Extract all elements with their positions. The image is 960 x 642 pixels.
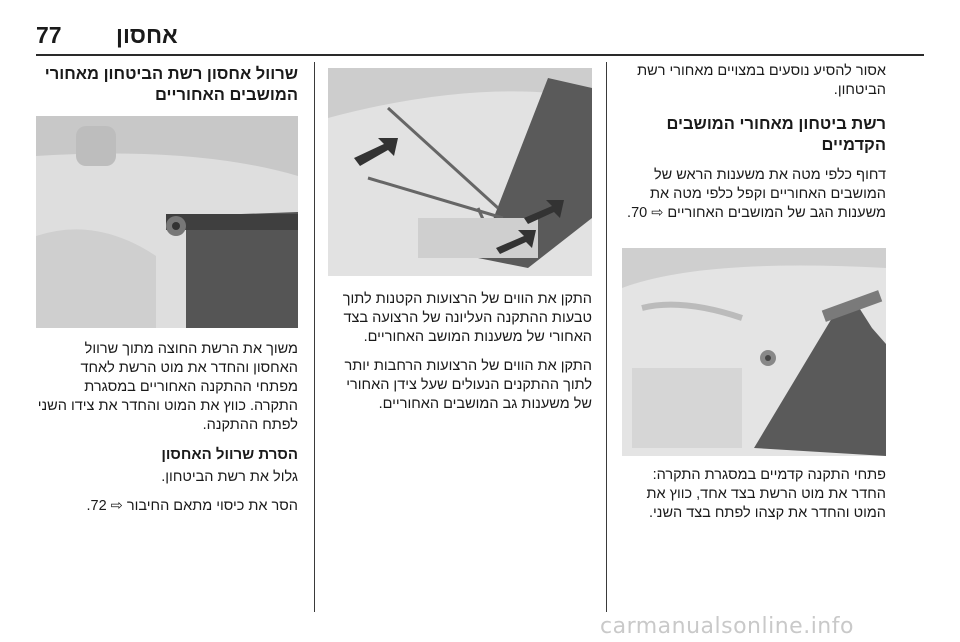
column-divider-right xyxy=(606,62,607,612)
rear-sleeve-heading: שרוול אחסון רשת הביטחון מאחורי המושבים האחוריים xyxy=(44,65,298,104)
column-divider-left xyxy=(314,62,315,612)
straps-para-1: התקן את הווים של הרצועות הקטנות לתוך טבעות ההתקנה העליונה של הרצועה בצד האחורי של משענות המושב האחוריים. xyxy=(342,291,592,345)
right-column xyxy=(620,62,886,233)
front-net-body: דחוף כלפי מטה את משענות הראש של המושבים האחוריים וקפל כלפי מטה את משענות הגב של המושבים האחוריים ⇨ 70. xyxy=(627,167,886,221)
remove-sleeve-heading: הסרת שרוול האחסון xyxy=(161,446,298,463)
page-header xyxy=(36,14,924,56)
front-net-caption-block xyxy=(620,466,886,533)
page-number: 77 xyxy=(36,22,62,48)
watermark-text: carmanualsonline.info xyxy=(600,614,854,639)
middle-column xyxy=(328,290,592,424)
photo-net-front xyxy=(622,248,886,456)
front-net-heading: רשת ביטחון מאחורי המושבים הקדמיים xyxy=(666,115,886,154)
left-column-heading-block xyxy=(36,62,298,116)
photo-net-straps xyxy=(328,68,592,276)
straps-para-2: התקן את הווים של הרצועות הרחבות יותר לתוך ההתקנים הנעולים שעל צידן האחורי של משענות גב המושבים האחוריים. xyxy=(344,358,592,412)
photo-net-rear-sleeve xyxy=(36,116,298,328)
intro-text: אסור להסיע נוסעים במצויים מאחורי רשת הביטחון. xyxy=(637,63,886,98)
remove-step-2: הסר את כיסוי מתאם החיבור ⇨ 72. xyxy=(86,498,298,514)
section-title: אחסון xyxy=(116,22,178,48)
rear-sleeve-body: משוך את הרשת החוצה מתוך שרוול האחסון והחדר את מוט הרשת לאחד מפתחי ההתקנה האחוריים במסגרת התקרה. כווץ את המוט והחדר את צידו השני לפתח ההתקנה. xyxy=(37,341,298,433)
remove-step-1: גלול את רשת הביטחון. xyxy=(161,469,298,485)
left-column xyxy=(36,340,298,526)
front-net-caption: פתחי התקנה קדמיים במסגרת התקרה: החדר את מוט הרשת בצד אחד, כווץ את המוט והחדר את קצהו לפתח בצד השני. xyxy=(646,467,886,521)
